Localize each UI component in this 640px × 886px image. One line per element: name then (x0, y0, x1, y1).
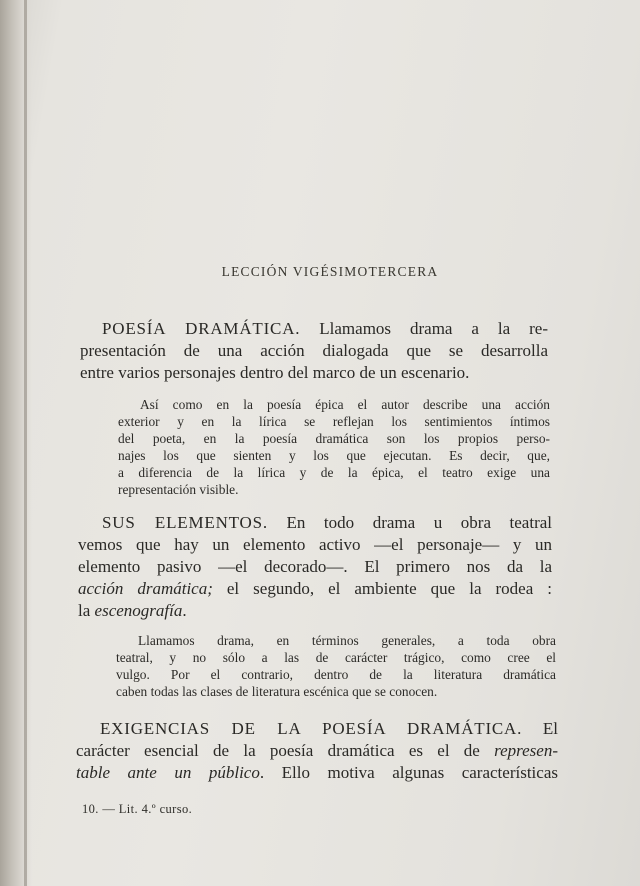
page-footer-signature: 10. — Lit. 4.º curso. (82, 802, 193, 816)
note1-line5: a diferencia de la lírica y de la épica, el teatro exige una (118, 465, 550, 480)
note1-line2: exterior y en la lírica se reflejan los sentimientos íntimos (118, 414, 550, 429)
page-gutter-edge (24, 0, 27, 886)
lesson-title: LECCIÓN VIGÉSIMOTERCERA (221, 264, 439, 279)
section2-line4: acción dramática; el segundo, el ambiente que la rodea : (78, 579, 553, 598)
page-gutter-shadow (0, 0, 32, 886)
note1-line3: del poeta, en la poesía dramática son los propios perso- (118, 431, 550, 446)
note-poesia-dramatica (118, 396, 550, 498)
section-poesia-dramatica (80, 318, 548, 384)
note1-line4: najes los que sienten y los que ejecutan. Es decir, que, (118, 448, 550, 463)
section1-line2: presentación de una acción dialogada que se desarrolla (80, 341, 548, 360)
section3-line2: carácter esencial de la poesía dramática es el de represen- (76, 741, 558, 760)
section3-heading: EXIGENCIAS DE LA POESÍA DRAMÁTICA. (100, 719, 523, 738)
section2-heading: SUS ELEMENTOS. (102, 513, 268, 532)
note1-line1: Así como en la poesía épica el autor describe una acción (140, 397, 550, 412)
note2-line3: vulgo. Por el contrario, dentro de la literatura dramática (116, 667, 556, 682)
note2-line2: teatral, y no sólo a las de carácter trágico, como cree el (116, 650, 556, 665)
section-sus-elementos (78, 512, 552, 622)
section1-heading: POESÍA DRAMÁTICA. (102, 319, 301, 338)
note2-line1: Llamamos drama, en términos generales, a toda obra (138, 633, 556, 648)
section2-line3: elemento pasivo —el decorado—. El primero nos da la (78, 557, 552, 576)
note-sus-elementos (116, 632, 556, 700)
section3-line1: EXIGENCIAS DE LA POESÍA DRAMÁTICA. El (100, 719, 559, 738)
section1-line1: POESÍA DRAMÁTICA. Llamamos drama a la re- (102, 319, 548, 338)
note1-line6: representación visible. (118, 482, 239, 497)
section-exigencias (76, 718, 558, 784)
section2-line5: la escenografía. (78, 601, 187, 620)
section2-line1: SUS ELEMENTOS. En todo drama u obra teatral (102, 513, 553, 532)
section3-line3: table ante un público. Ello motiva algunas características (76, 763, 558, 782)
section1-line3: entre varios personajes dentro del marco de un escenario. (80, 363, 470, 382)
section2-line2: vemos que hay un elemento activo —el personaje— y un (78, 535, 552, 554)
note2-line4: caben todas las clases de literatura escénica que se conocen. (116, 684, 438, 699)
